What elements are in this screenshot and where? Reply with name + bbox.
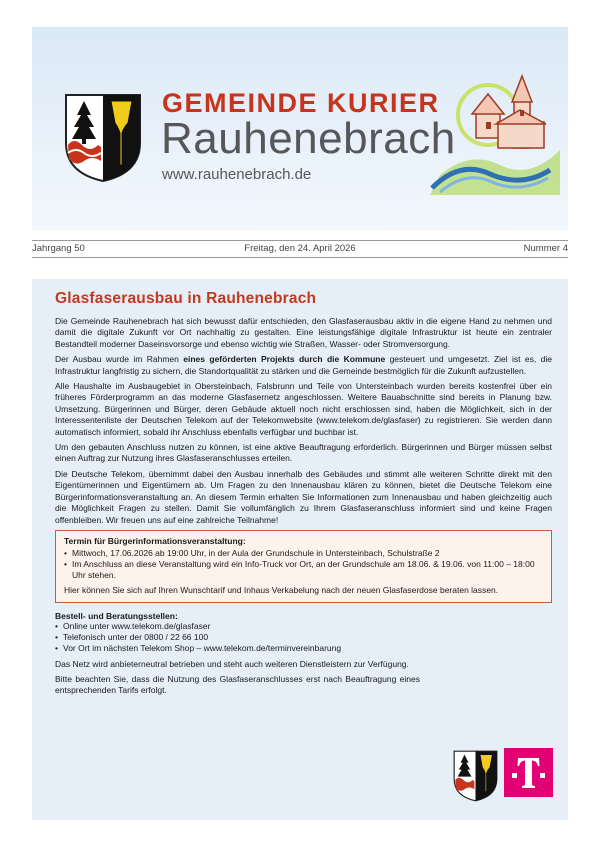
- event-info-title: Termin für Bürgerinformationsveranstaltung:: [64, 535, 246, 546]
- article-paragraph: Alle Haushalte im Ausbaugebiet in Obersteinbach, Falsbrunn und Teile von Untersteinbach wurden bereits kostenfrei über ein früheres Förderprogramm an das moderne Glasfasernetz angeschlossen. Weitere Bauabschnitte sind bereits in Planung bzw. Umsetzung. Bürgerinnen und Bürger, deren Gebäude aktuell noch nicht erschlossen sind, haben die Möglichkeit, sich in der Interessentenliste der Deutschen Telekom auf der Telekomwebsite (www.telekom.de/glasfaser) zu registrieren. Sie werden dann automatisch informiert, sobald ihr Anschluss ebenfalls verfügbar und buchbar ist.: [55, 381, 552, 437]
- article-panel: [32, 279, 568, 820]
- issue-volume: Jahrgang 50: [32, 243, 85, 254]
- issue-number: Nummer 4: [523, 243, 568, 254]
- footer-paragraph: Das Netz wird anbieterneutral betrieben und steht auch weiteren Dienstleistern zur Verfügung.: [55, 658, 409, 669]
- divider-bottom: [32, 257, 568, 258]
- event-list-item: • Mittwoch, 17.06.2026 ab 19:00 Uhr, in der Aula der Grundschule in Untersteinbach, Schulstraße 2: [64, 548, 543, 559]
- article: [55, 290, 552, 701]
- order-list-item: • Telefonisch unter der 0800 / 22 66 100: [55, 632, 552, 643]
- article-paragraph: Die Gemeinde Rauhenebrach hat sich bewusst dafür entschieden, den Glasfaserausbau aktiv in die eigene Hand zu nehmen und damit die digitale Zukunft vor Ort nachhaltig zu gestalten. Eine leistungsfähige digitale Infrastruktur ist heute ein zentraler Bestandteil moderner Daseinsvorsorge und ebenso wichtig wie Straßen, Wasser- oder Stromversorgung.: [55, 316, 552, 349]
- article-paragraph: Die Deutsche Telekom, übernimmt dabei den Ausbau innerhalb des Gebäudes und stimmt alle weiteren Schritte direkt mit den Eigentümerinnen und Eigentümern ab. Um Fragen zu den Innenausbau klären zu können, bietet die Deutsche Telekom eine Bürgerinformationsveranstaltung an. An diesem Termin erhalten Sie Informationen zum Innenausbau und haben gleichzeitig auch die Möglichkeit Fragen zu stellen. Damit Sie vollumfänglich zu Ihrem Glasfaseranschluss informiert sind und keine Fragen offenbleiben. Wir freuen uns auf eine zahlreiche Teilnahme!: [55, 468, 552, 525]
- order-list-item: • Online unter www.telekom.de/glasfaser: [55, 621, 552, 632]
- article-paragraph: Der Ausbau wurde im Rahmen eines geförderten Projekts durch die Kommune gesteuert und umgesetzt. Ziel ist es, die Infrastruktur langfristig zu sichern, die Standortqualität zu stärken und die Gemeinde bestmöglich für die Zukunft aufzustellen.: [55, 354, 552, 376]
- footer-paragraph: Bitte beachten Sie, dass die Nutzung des Glasfaseranschlusses erst nach Beauftragung eines entsprechenden Tarifs erfolgt.: [55, 673, 420, 696]
- coat-of-arms-icon: [64, 93, 142, 183]
- coat-of-arms-icon: [453, 750, 498, 802]
- masthead-url: www.rauhenebrach.de: [162, 166, 312, 183]
- telekom-t-logo-icon: [504, 748, 553, 797]
- article-paragraph: Um den gebauten Anschluss nutzen zu können, ist eine aktive Beauftragung erforderlich. Bürgerinnen und Bürger müssen selbst einen Auftrag zur Nutzung ihres Glasfaseranschlusses erteilen.: [55, 442, 552, 464]
- divider-top: [32, 240, 568, 241]
- masthead-name: Rauhenebrach: [161, 114, 456, 163]
- masthead-kurier: GEMEINDE KURIER: [162, 88, 440, 118]
- event-note: Hier können Sie sich auf Ihren Wunschtarif und Inhaus Verkabelung nach der neuen Glasfaserdose beraten lassen.: [64, 584, 499, 595]
- event-list-item: • Im Anschluss an diese Veranstaltung wird ein Info-Truck vor Ort, an der Grundschule am 18.06. & 19.06. von 11:00 – 18:00 Uhr stehen.: [64, 559, 543, 581]
- issue-date: Freitag, den 24. April 2026: [244, 243, 356, 254]
- article-title: Glasfaserausbau in Rauhenebrach: [55, 290, 317, 307]
- event-info-box: [55, 530, 552, 603]
- order-list-item: • Vor Ort im nächsten Telekom Shop – www.telekom.de/terminvereinbarung: [55, 643, 552, 654]
- event-list: [64, 548, 543, 582]
- village-church-illustration: [430, 70, 565, 195]
- order-list: [55, 621, 552, 655]
- order-info: [55, 611, 552, 655]
- order-info-title: Bestell- und Beratungsstellen:: [55, 610, 178, 621]
